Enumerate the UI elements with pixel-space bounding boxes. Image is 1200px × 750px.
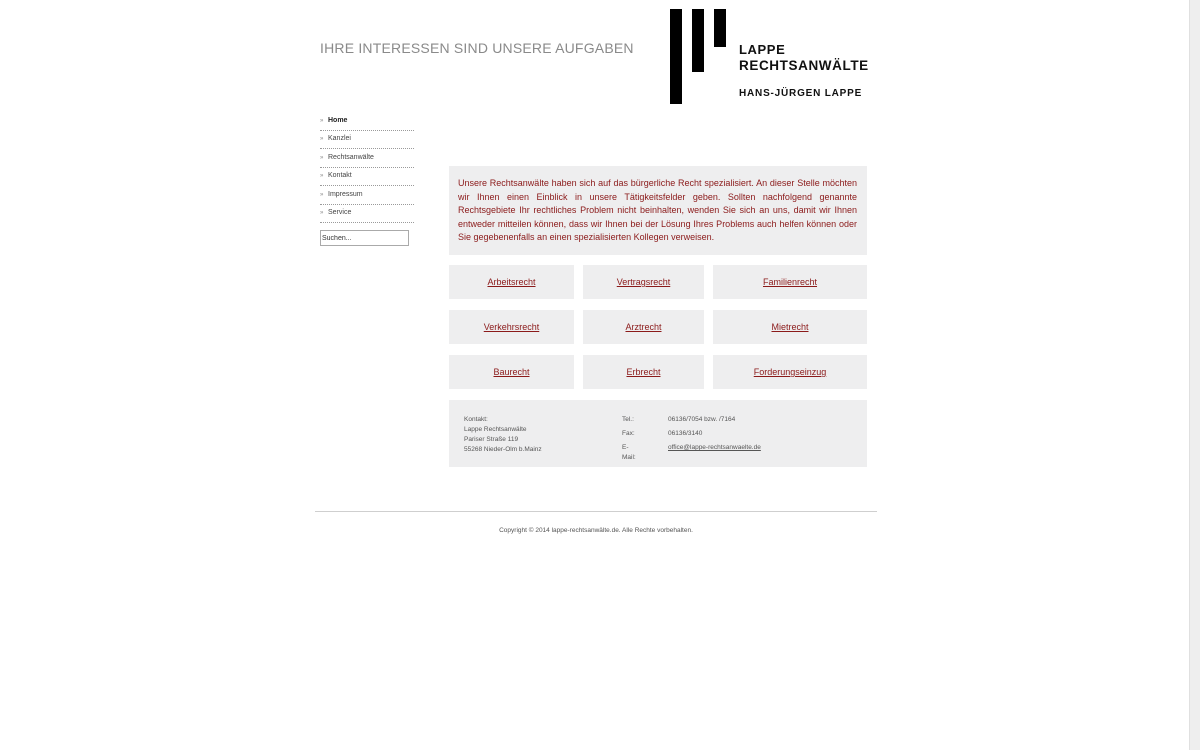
- logo-person: HANS-JÜRGEN LAPPE: [739, 88, 863, 99]
- nav-bullet-icon: »: [320, 210, 324, 217]
- contact-address: [464, 415, 542, 455]
- area-tile-forderungseinzug: [713, 355, 867, 389]
- copyright-text: Copyright © 2014 lappe-rechtsanwälte.de. Alle Rechte vorbehalten.: [499, 527, 693, 534]
- nav-item-service[interactable]: [320, 205, 414, 224]
- nav-item-impressum[interactable]: [320, 186, 414, 205]
- nav-item-kontakt[interactable]: [320, 168, 414, 187]
- area-link-erbrecht[interactable]: Erbrecht: [626, 367, 661, 377]
- footer-divider: [315, 511, 877, 512]
- area-link-arbeitsrecht[interactable]: Arbeitsrecht: [487, 277, 536, 287]
- nav-item-label: Service: [328, 209, 352, 217]
- area-tile-mietrecht: [713, 310, 867, 344]
- email-label: E-Mail:: [622, 444, 636, 461]
- logo-line1: LAPPE: [739, 42, 786, 57]
- contact-box: [449, 400, 867, 467]
- nav-item-rechtsanwaelte[interactable]: [320, 149, 414, 168]
- fax-label: Fax:: [622, 430, 635, 437]
- area-link-mietrecht[interactable]: Mietrecht: [771, 322, 809, 332]
- logo-bars-icon: [670, 9, 730, 105]
- area-tile-erbrecht: [583, 355, 704, 389]
- area-link-vertragsrecht[interactable]: Vertragsrecht: [616, 277, 671, 287]
- contact-name: Lappe Rechtsanwälte: [464, 426, 527, 433]
- fax-value: 06136/3140: [668, 430, 703, 437]
- contact-street: Pariser Straße 119: [464, 436, 519, 443]
- nav-item-label: Kanzlei: [328, 135, 351, 143]
- nav-bullet-icon: »: [320, 136, 324, 143]
- nav-item-kanzlei[interactable]: [320, 131, 414, 150]
- nav-item-home[interactable]: [320, 112, 414, 131]
- nav-item-label: Home: [328, 116, 348, 124]
- logo-name: [739, 42, 869, 74]
- nav-bullet-icon: »: [320, 117, 324, 124]
- nav-item-label: Impressum: [328, 190, 363, 198]
- area-link-familienrecht[interactable]: Familienrecht: [762, 277, 818, 287]
- area-tile-arztrecht: [583, 310, 704, 344]
- tel-value: 06136/7054 bzw. /7164: [668, 416, 736, 423]
- contact-label: Kontakt:: [464, 416, 488, 423]
- nav-bullet-icon: »: [320, 191, 324, 198]
- tagline: IHRE INTERESSEN SIND UNSERE AUFGABEN: [320, 40, 634, 56]
- intro-text: Unsere Rechtsanwälte haben sich auf das bürgerliche Recht spezialisiert. An dieser Stelle möchten wir Ihnen einen Einblick in unsere Tätigkeitsfelder geben. Sollten nachfolgend genannte Rechtsgebiete Ihr rechtliches Problem nicht beinhalten, wenden Sie sich an uns, damit wir Ihnen entweder mitteilen können, dass wir Ihnen bei der Lösung Ihres Problems auch helfen können oder Sie gegebenenfalls an einen spezialisierten Kollegen verweisen.: [449, 166, 867, 255]
- main-navigation: [320, 112, 414, 223]
- area-tile-familienrecht: [713, 265, 867, 299]
- area-tile-verkehrsrecht: [449, 310, 574, 344]
- area-link-baurecht[interactable]: Baurecht: [493, 367, 530, 377]
- area-link-verkehrsrecht[interactable]: Verkehrsrecht: [483, 322, 540, 332]
- vertical-scrollbar[interactable]: [1189, 0, 1200, 750]
- nav-item-label: Kontakt: [328, 172, 352, 180]
- area-tile-baurecht: [449, 355, 574, 389]
- area-tile-vertragsrecht: [583, 265, 704, 299]
- nav-bullet-icon: »: [320, 173, 324, 180]
- area-tile-arbeitsrecht: [449, 265, 574, 299]
- contact-city: 55268 Nieder-Olm b.Mainz: [464, 446, 542, 453]
- area-link-arztrecht[interactable]: Arztrecht: [625, 322, 662, 332]
- tel-label: Tel.:: [622, 416, 634, 423]
- nav-item-label: Rechtsanwälte: [328, 153, 374, 161]
- email-link[interactable]: office@lappe-rechtsanwaelte.de: [668, 444, 761, 451]
- search-input[interactable]: [320, 230, 409, 246]
- area-link-forderungseinzug[interactable]: Forderungseinzug: [753, 367, 827, 377]
- nav-bullet-icon: »: [320, 154, 324, 161]
- logo-line2: RECHTSANWÄLTE: [739, 58, 869, 73]
